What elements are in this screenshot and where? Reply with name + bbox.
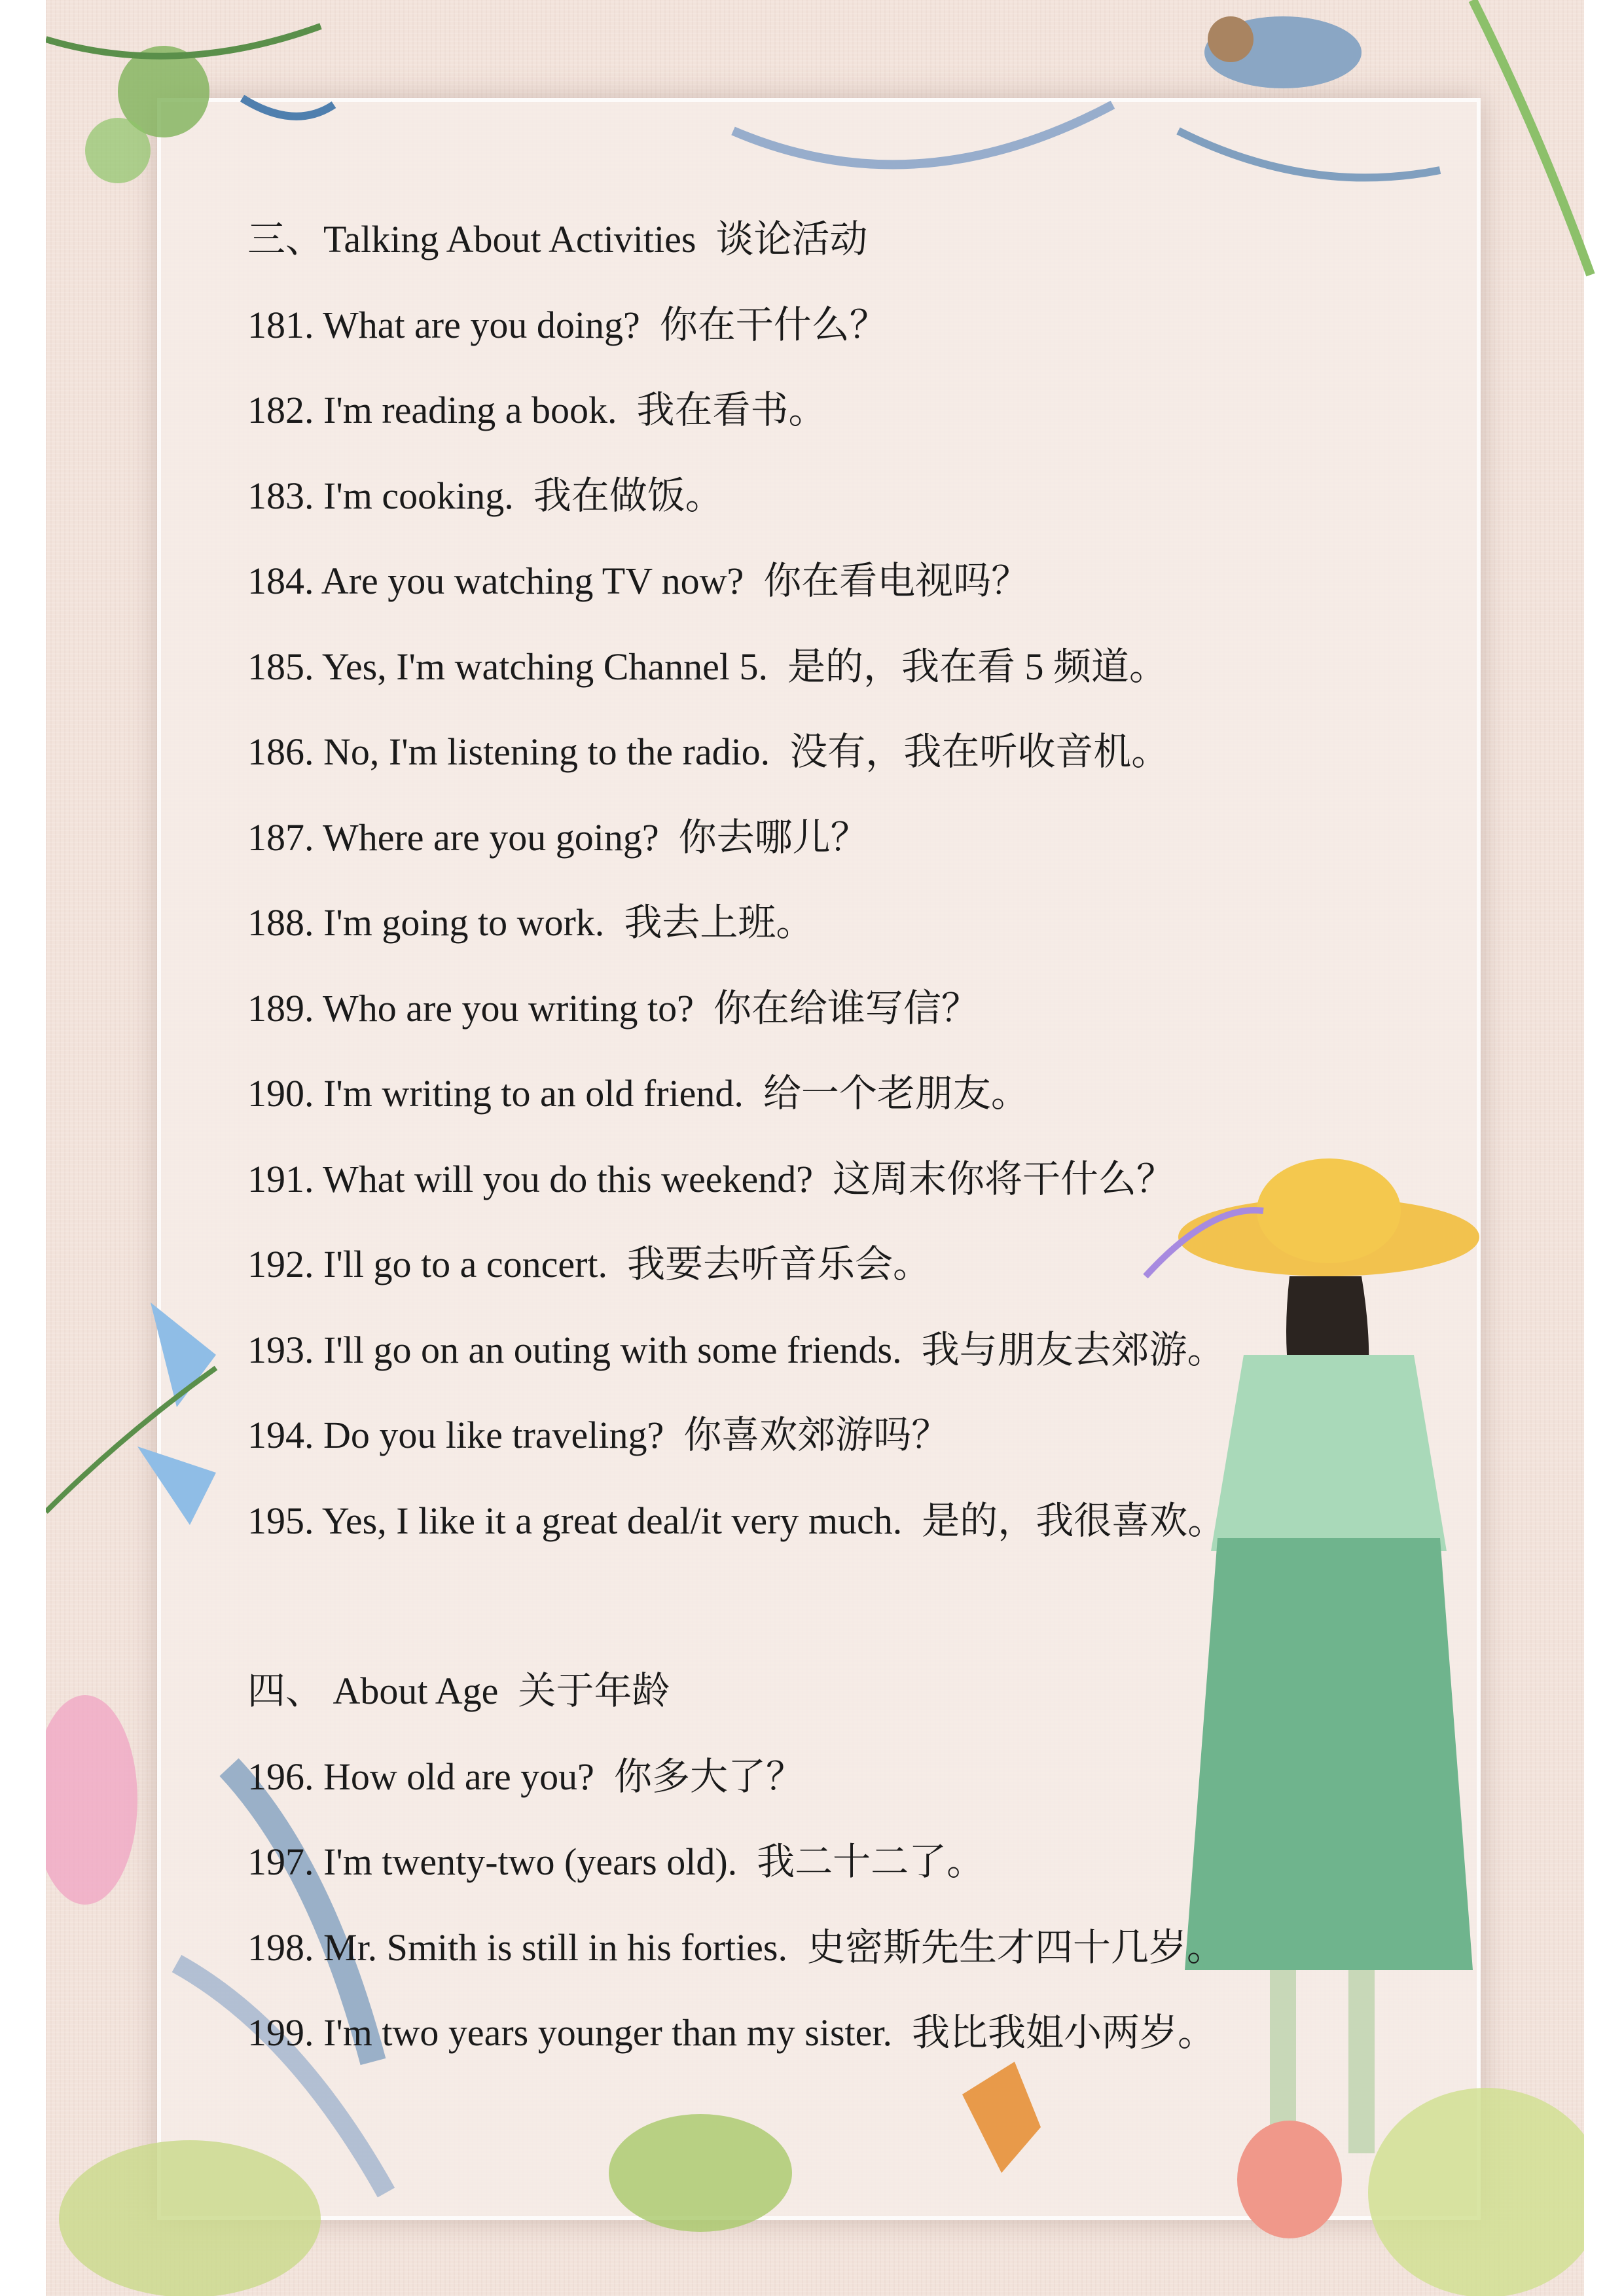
- phrase-english: 185. Yes, I'm watching Channel 5.: [247, 645, 768, 688]
- phrase-english: 183. I'm cooking.: [247, 474, 514, 517]
- phrase-chinese: 我在看书。: [636, 389, 827, 431]
- phrase-english: 181. What are you doing?: [247, 303, 640, 346]
- phrase-item: [247, 645, 1168, 688]
- phrase-item: [247, 1243, 931, 1285]
- phrase-chinese: 我与朋友去郊游。: [921, 1328, 1225, 1371]
- phrase-english: 195. Yes, I like it a great deal/it very much.: [247, 1499, 903, 1542]
- phrase-english: 191. What will you do this weekend?: [247, 1157, 813, 1200]
- phrase-item: [247, 303, 888, 346]
- phrase-item: [247, 1926, 1225, 1969]
- phrase-item: [247, 1328, 1225, 1371]
- phrase-english: 193. I'll go on an outing with some friends.: [247, 1328, 902, 1371]
- phrase-chinese: 你在看电视吗？: [763, 560, 1030, 602]
- phrase-chinese: 我要去听音乐会。: [627, 1243, 931, 1285]
- phrase-item: [247, 1840, 985, 1883]
- phrase-chinese: 我在做饭。: [533, 474, 723, 517]
- phrase-item: [247, 391, 827, 429]
- phrase-english: 190. I'm writing to an old friend.: [247, 1072, 744, 1115]
- phrase-chinese: 我二十二了。: [757, 1840, 985, 1883]
- phrase-chinese: 这周末你将干什么？: [832, 1157, 1174, 1200]
- phrase-chinese: 是的，我在看 5 频道。: [787, 645, 1168, 688]
- phrase-english: 197. I'm twenty-two (years old).: [247, 1840, 738, 1883]
- section-title: 三、Talking About Activities: [247, 218, 696, 260]
- phrase-item: [247, 1499, 1226, 1542]
- phrase-chinese: 史密斯先生才四十几岁。: [806, 1926, 1225, 1969]
- phrase-english: 194. Do you like traveling?: [247, 1414, 664, 1456]
- phrase-english: 182. I'm reading a book.: [247, 389, 617, 431]
- phrase-english: 184. Are you watching TV now?: [247, 560, 744, 602]
- phrase-english: 196. How old are you?: [247, 1755, 594, 1798]
- phrase-english: 199. I'm two years younger than my sister.: [247, 2011, 893, 2054]
- phrase-english: 189. Who are you writing to?: [247, 986, 694, 1030]
- phrase-chinese: 我比我姐小两岁。: [912, 2011, 1216, 2054]
- section-title: 四、 About Age: [247, 1670, 499, 1712]
- phrase-chinese: 你喜欢郊游吗？: [683, 1414, 950, 1456]
- phrase-chinese: 你在干什么？: [659, 303, 888, 346]
- phrase-item: [247, 986, 979, 1030]
- phrase-english: 192. I'll go to a concert.: [247, 1243, 608, 1285]
- phrase-english: 198. Mr. Smith is still in his forties.: [247, 1926, 787, 1969]
- phrase-item: [247, 474, 723, 517]
- phrase-english: 187. Where are you going?: [247, 816, 659, 859]
- phrase-chinese: 没有，我在听收音机。: [789, 730, 1170, 773]
- phrase-item: [247, 901, 814, 944]
- phrase-item: [247, 1416, 949, 1454]
- phrase-item: [247, 730, 1170, 773]
- section-title-chinese: 关于年龄: [518, 1670, 670, 1712]
- phrase-chinese: 是的，我很喜欢。: [922, 1499, 1226, 1542]
- phrase-item: [247, 1072, 1029, 1115]
- phrase-item: [247, 816, 869, 859]
- phrase-chinese: 你多大了？: [613, 1755, 804, 1798]
- phrase-chinese: 你去哪儿？: [678, 816, 869, 859]
- phrase-item: [247, 1157, 1174, 1200]
- section-title-chinese: 谈论活动: [715, 218, 868, 260]
- phrase-english: 186. No, I'm listening to the radio.: [247, 730, 770, 773]
- section-heading: [247, 1672, 670, 1710]
- phrase-english: 188. I'm going to work.: [247, 901, 605, 944]
- phrase-chinese: 你在给谁写信？: [713, 986, 979, 1030]
- phrase-item: [247, 1755, 804, 1798]
- section-heading: [247, 218, 868, 260]
- phrase-chinese: 给一个老朋友。: [763, 1072, 1029, 1115]
- phrase-item: [247, 562, 1029, 600]
- bird-wreath-decoration: [720, 0, 1624, 314]
- phrase-item: [247, 2011, 1216, 2054]
- phrase-chinese: 我去上班。: [624, 901, 814, 944]
